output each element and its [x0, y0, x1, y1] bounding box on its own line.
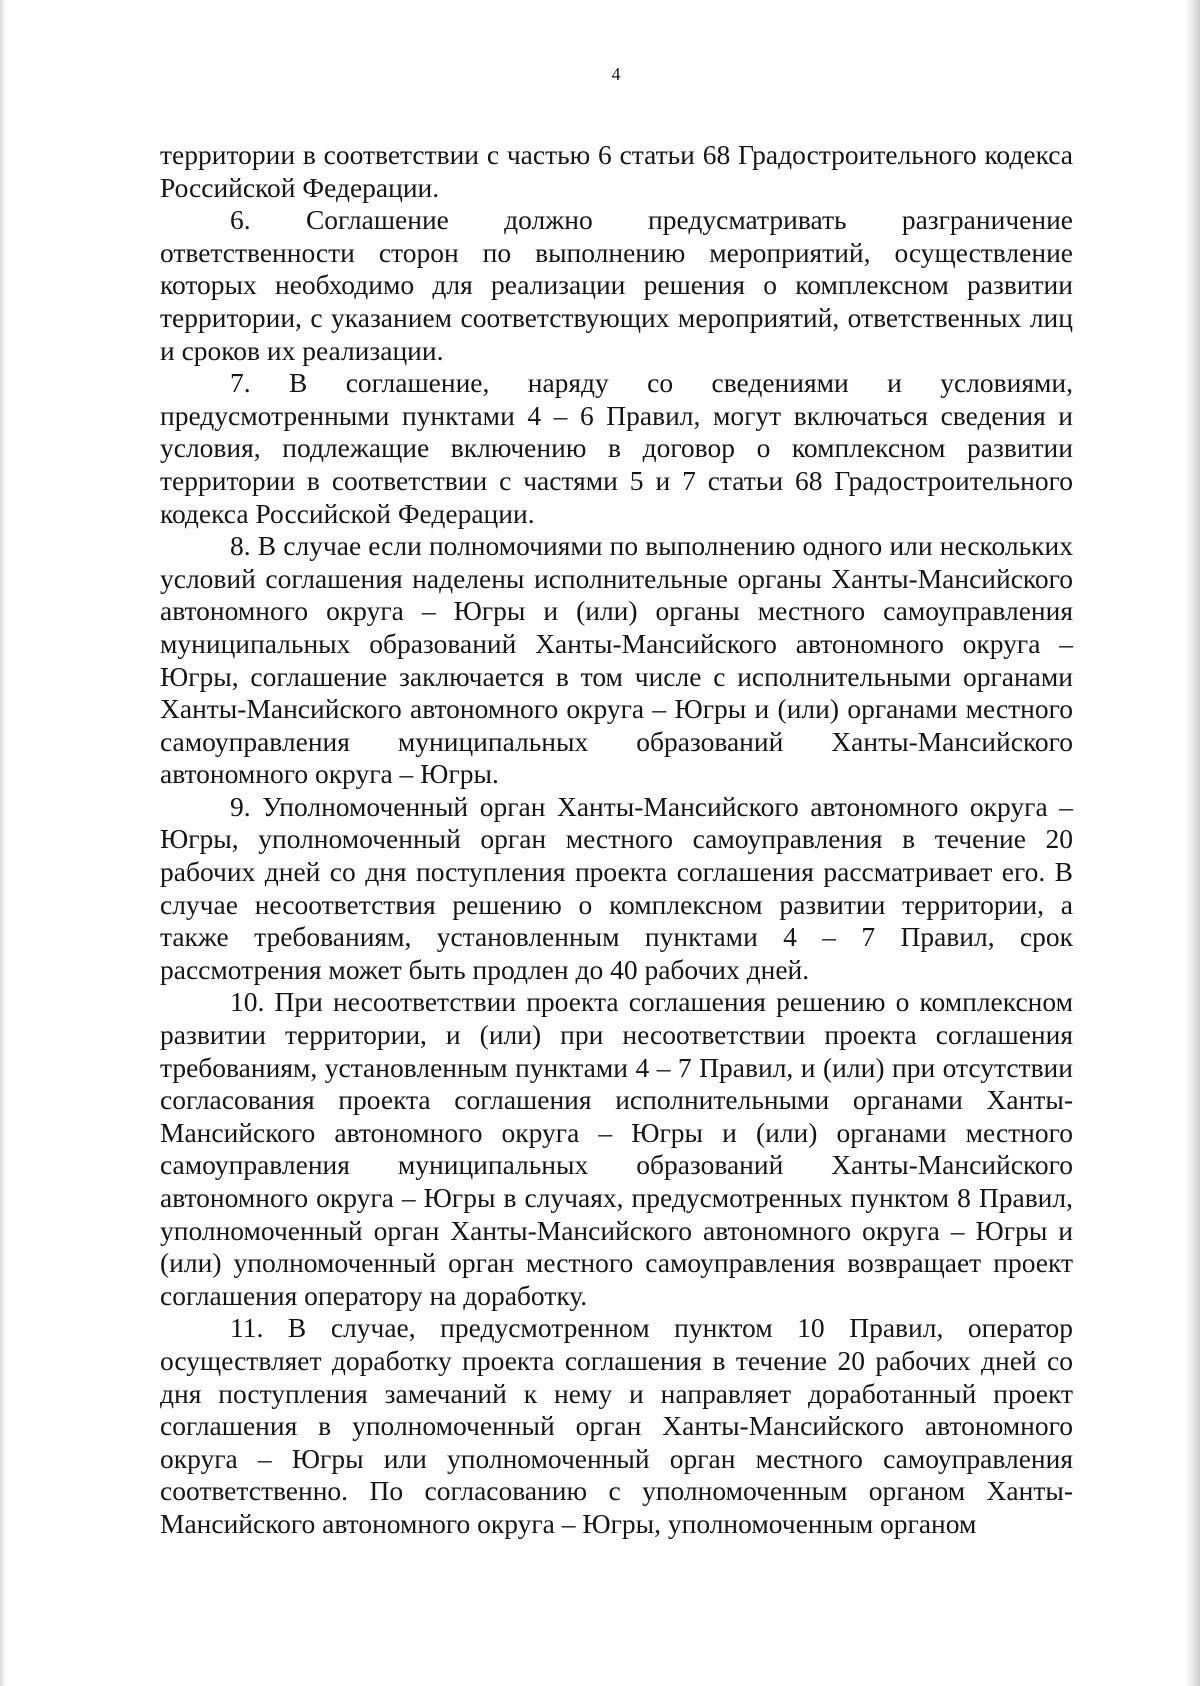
scan-edge-left — [0, 0, 6, 1686]
paragraph-item-6: 6. Соглашение должно предусматривать разграничение ответственности сторон по выполнению мероприятий, осуществление которых необходимо для реализации решения о комплексном развитии территории, с указанием соответствующих мероприятий, ответственных лиц и сроков их реализации. — [160, 204, 1073, 366]
paragraph-item-7: 7. В соглашение, наряду со сведениями и условиями, предусмотренными пунктами 4 – 6 Правил, могут включаться сведения и условия, подлежащие включению в договор о комплексном развитии территории в соответствии с частями 5 и 7 статьи 68 Градостроительного кодекса Российской Федерации. — [160, 367, 1073, 529]
document-body — [160, 139, 1073, 1541]
scan-edge-right — [1184, 0, 1200, 1686]
paragraph-item-10: 10. При несоответствии проекта соглашения решению о комплексном развитии территории, и (или) при несоответствии проекта соглашения требованиям, установленным пунктами 4 – 7 Правил, и (или) при отсутствии согласования проекта соглашения исполнительными органами Ханты-Мансийского автономного округа – Югры и (или) органами местного самоуправления муниципальных образований Ханты-Мансийского автономного округа – Югры в случаях, предусмотренных пунктом 8 Правил, уполномоченный орган Ханты-Мансийского автономного округа – Югры и (или) уполномоченный орган местного самоуправления возвращает проект соглашения оператору на доработку. — [160, 986, 1073, 1311]
paragraph-item-9: 9. Уполномоченный орган Ханты-Мансийского автономного округа – Югры, уполномоченный орган местного самоуправления в течение 20 рабочих дней со дня поступления проекта соглашения рассматривает его. В случае несоответствия решению о комплексном развитии территории, а также требованиям, установленным пунктами 4 – 7 Правил, срок рассмотрения может быть продлен до 40 рабочих дней. — [160, 790, 1073, 985]
page-number: 4 — [611, 64, 621, 84]
paragraph-item-11: 11. В случае, предусмотренном пунктом 10 Правил, оператор осуществляет доработку проекта соглашения в течение 20 рабочих дней со дня поступления замечаний к нему и направляет доработанный проект соглашения в уполномоченный орган Ханты-Мансийского автономного округа – Югры или уполномоченный орган местного самоуправления соответственно. По согласованию с уполномоченным органом Ханты-Мансийского автономного округа – Югры, уполномоченным органом — [160, 1312, 1073, 1539]
paragraph-item-8: 8. В случае если полномочиями по выполнению одного или нескольких условий соглашения наделены исполнительные органы Ханты-Мансийского автономного округа – Югры и (или) органы местного самоуправления муниципальных образований Ханты-Мансийского автономного округа – Югры, соглашение заключается в том числе с исполнительными органами Ханты-Мансийского автономного округа – Югры и (или) органами местного самоуправления муниципальных образований Ханты-Мансийского автономного округа – Югры. — [160, 530, 1073, 790]
paragraph-continuation: территории в соответствии с частью 6 статьи 68 Градостроительного кодекса Российской Федерации. — [160, 139, 1073, 203]
